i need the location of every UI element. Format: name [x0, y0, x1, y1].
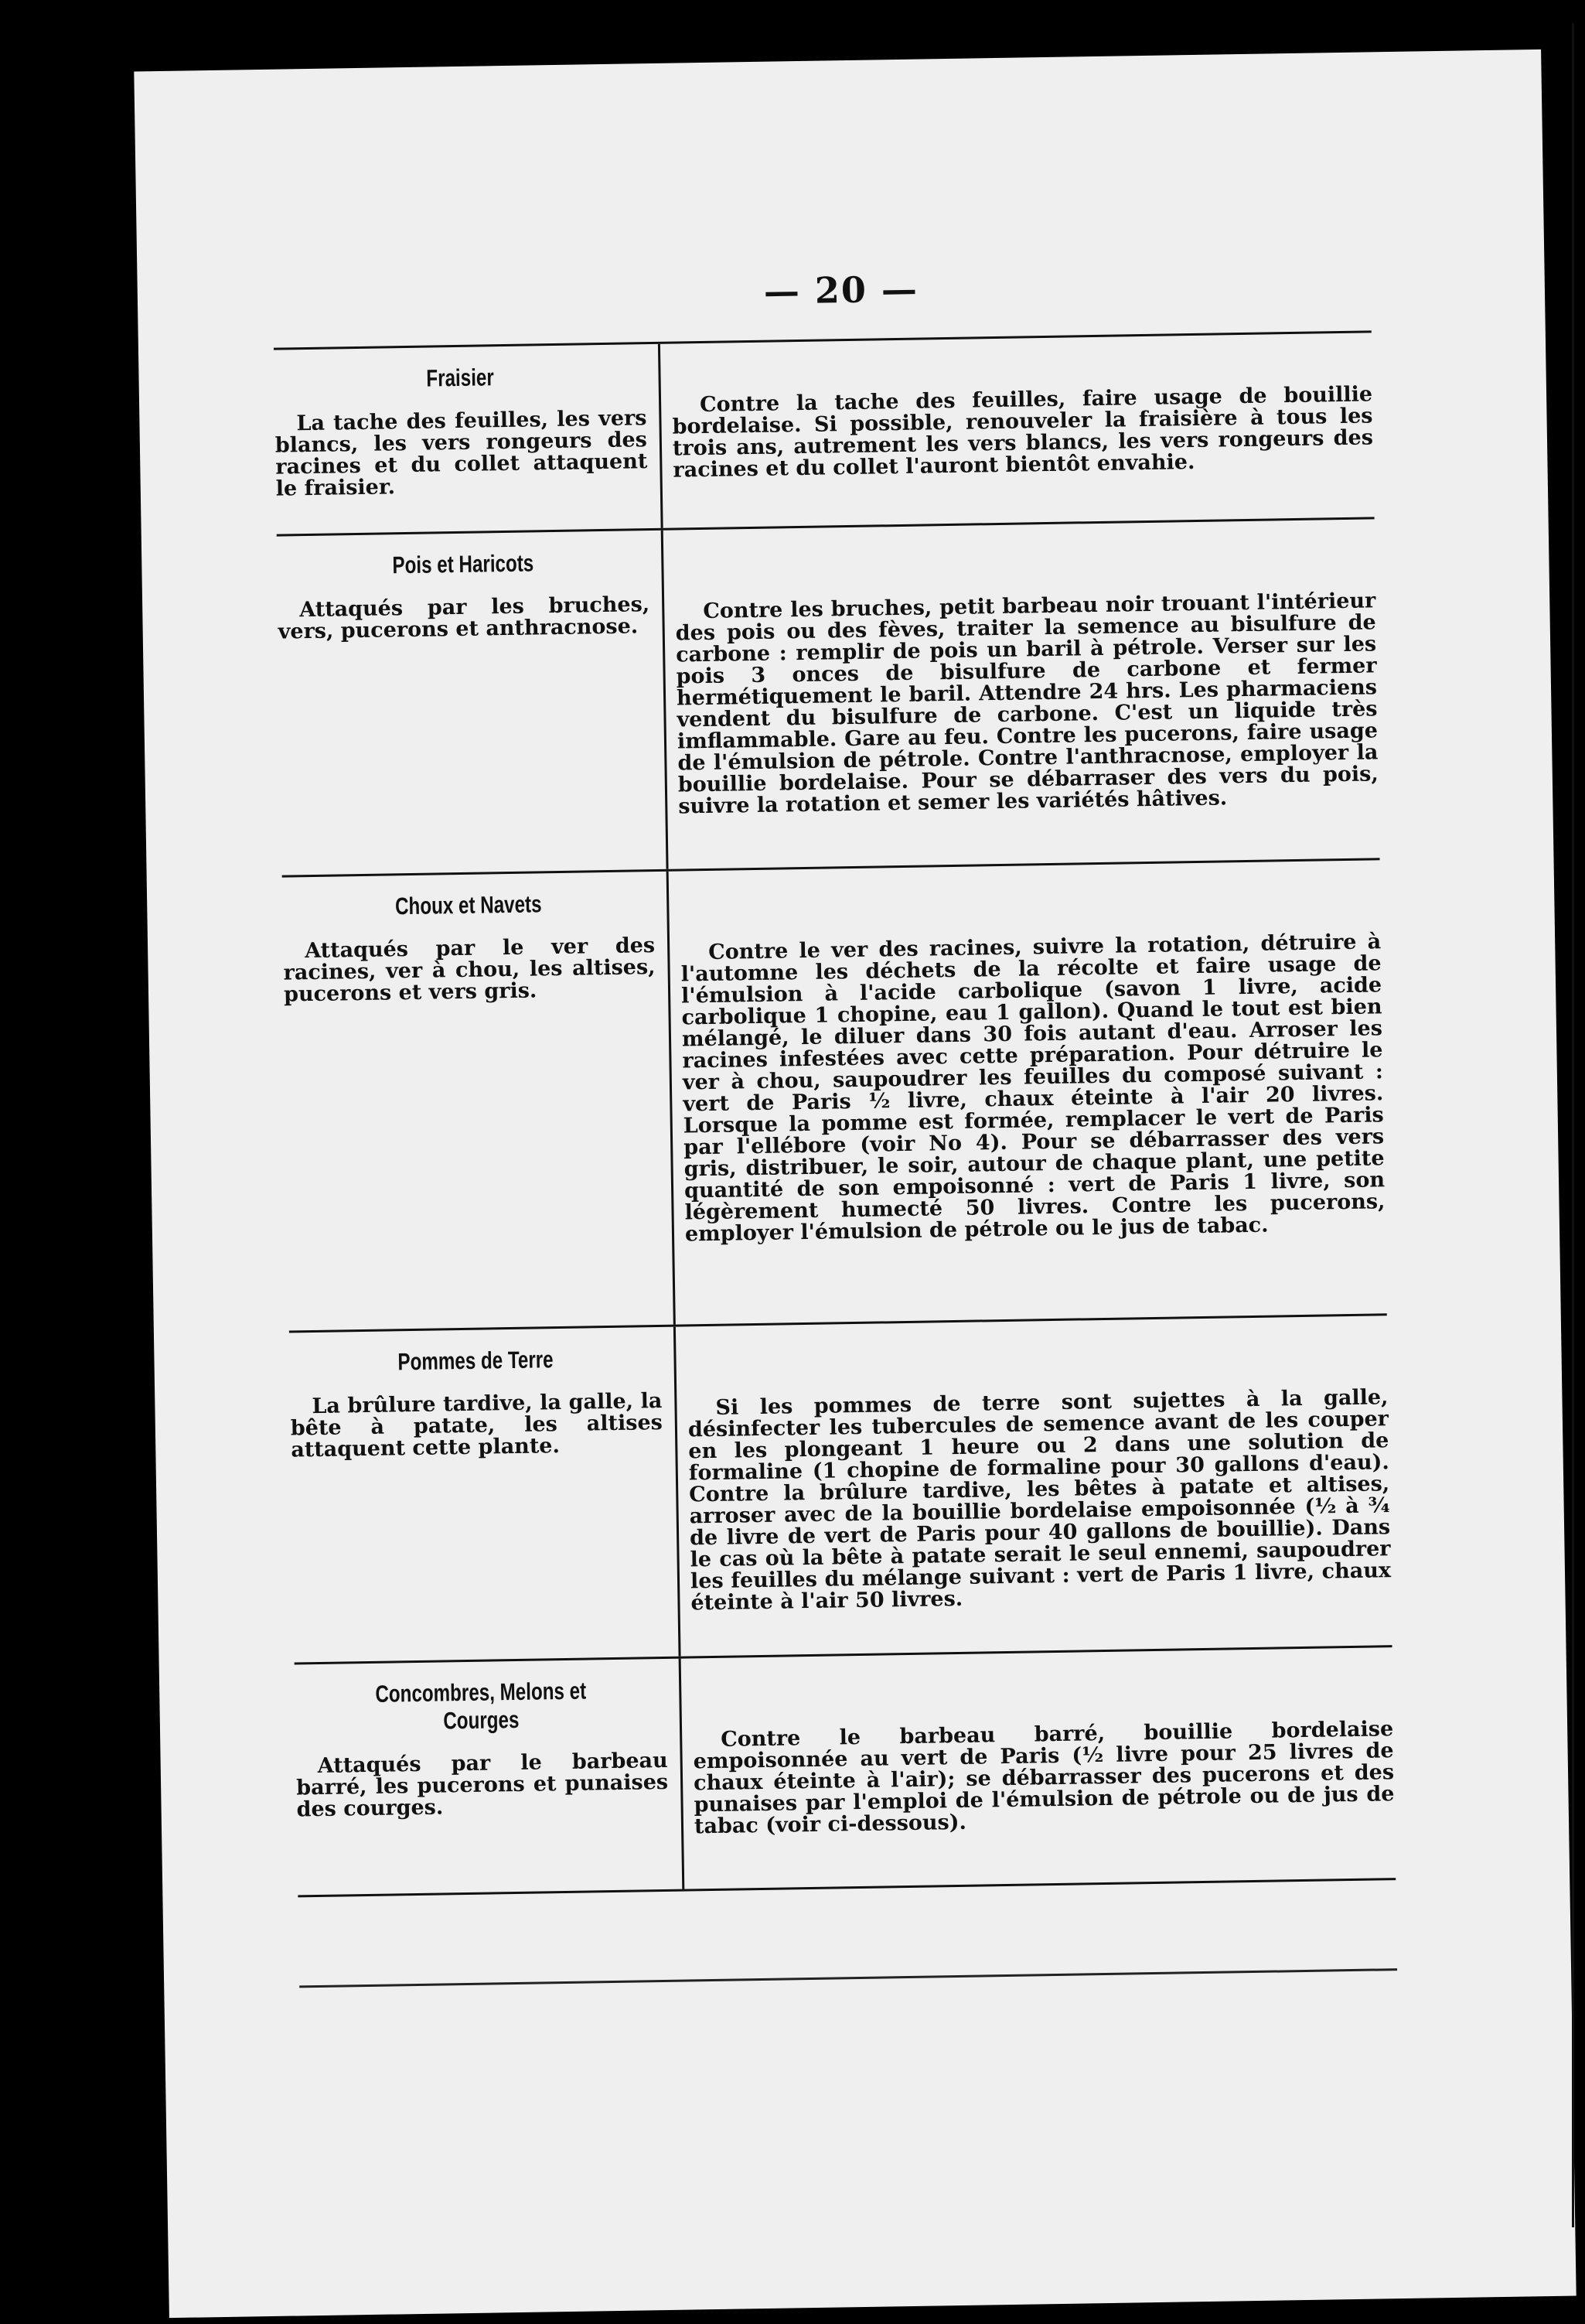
pest-column [295, 1659, 685, 1896]
treatment-column [669, 860, 1387, 1324]
table-row [295, 1647, 1396, 1897]
treatment-column [663, 519, 1380, 869]
table-row [277, 519, 1380, 877]
pest-description: La brûlure tardive, la galle, la bête à patate, les altises attaquent cette plante. [290, 1388, 663, 1462]
treatment-column [660, 333, 1375, 527]
pest-description: La tache des feuilles, les vers blancs, les vers rongeurs des racines et du collet attaquent le fraisier. [274, 406, 648, 501]
pest-column [289, 1327, 681, 1663]
table-row [274, 333, 1375, 536]
pest-description: Attaqués par le barbeau barré, les pucerons et punaises des courges. [295, 1748, 669, 1822]
pest-description: Attaqués par le ver des racines, ver à chou, les altises, pucerons et vers gris. [283, 933, 656, 1007]
treatment-table [274, 330, 1396, 1897]
pest-column [277, 531, 669, 875]
treatment-description: Contre les bruches, petit barbeau noir trouant l'intérieur des pois ou des fèves, traiter la semence au bisulfure de carbone : remplir de pois un baril à pétrole. Verser sur les pois 3 onces de bisulfure de carbone et fermer hermétiquement le baril. Attendre 24 hrs. Les pharmaciens vendent du bisulfure de carbone. C'est un liquide très imflammable. Gare au feu. Contre les pucerons, faire usage de l'émulsion de pétrole. Contre l'anthracnose, employer la bouillie bordelaise. Pour se débarraser des vers du pois, suivre la rotation et semer les variétés hâtives. [675, 589, 1379, 819]
treatment-description: Contre la tache des feuilles, faire usage de bouillie bordelaise. Si possible, renouveler la fraisière à tous les trois ans, autrement les vers blancs, les vers rongeurs des racines et du collet l'auront bientôt envahie. [672, 382, 1374, 483]
treatment-description: Contre le barbeau barré, bouillie bordelaise empoisonnée au vert de Paris (½ livre pour 25 livres de chaux éteinte à l'air); se débarrasser des pucerons et des punaises par l'emploi de l'émulsion de pétrole ou de jus de tabac (voir ci-dessous). [693, 1717, 1395, 1839]
treatment-description: Contre le ver des racines, suivre la rotation, détruire à l'automne les déchets de la récolte et faire usage de l'émulsion à l'acide carbolique (savon 1 livre, acide carbolique 1 chopine, eau 1 gallon). Quand le tout est bien mélangé, le diluer dans 30 fois autant d'eau. Arroser les racines infestées avec cette préparation. Pour détruire le ver à chou, saupoudrer les feuilles du composé suivant : vert de Paris ½ livre, chaux éteinte à l'air 20 livres. Lorsque la pomme est formée, remplacer le vert de Paris par l'ellébore (voir No 4). Pour se débarrasser des vers gris, distribuer, le soir, autour de chaque plant, une petite quantité de son empoisonné : vert de Paris 1 livre, son légèrement humecté 50 livres. Contre les pucerons, employer l'émulsion de pétrole ou le jus de tabac. [680, 930, 1386, 1247]
table-row [289, 1316, 1392, 1664]
treatment-column [681, 1647, 1396, 1889]
treatment-description: Si les pommes de terre sont sujettes à la galle, désinfecter les tubercules de semence avant de les couper en les plongeant 1 heure ou 2 dans une solution de formaline (1 chopine de formaline pour 30 gallons d'eau). Contre la brûlure tardive, les bêtes à patate et altises, arroser avec de la bouillie bordelaise empoisonnée (½ à ¾ de livre de vert de Paris pour 40 gallons de bouillie). Dans le cas où la bête à patate serait le seul ennemi, saupoudrer les feuilles du mélange suivant : vert de Paris 1 livre, chaux éteinte à l'air 50 livres. [687, 1385, 1392, 1616]
crop-heading: Choux et Navets [394, 890, 542, 920]
table-row [282, 860, 1387, 1333]
scan-edge [1572, 23, 1574, 2227]
page-number: — 20 — [763, 268, 919, 312]
document-page [134, 49, 1576, 2318]
crop-heading: Fraisier [426, 363, 495, 392]
pest-column [274, 344, 663, 534]
crop-heading: Pommes de Terre [397, 1346, 554, 1376]
pest-column [282, 872, 676, 1331]
bottom-rule [299, 1968, 1397, 1988]
crop-heading: Concombres, Melons et Courges [375, 1677, 587, 1735]
treatment-column [676, 1316, 1392, 1656]
pest-description: Attaqués par les bruches, vers, pucerons et anthracnose. [278, 592, 650, 644]
crop-heading: Pois et Haricots [392, 549, 534, 579]
